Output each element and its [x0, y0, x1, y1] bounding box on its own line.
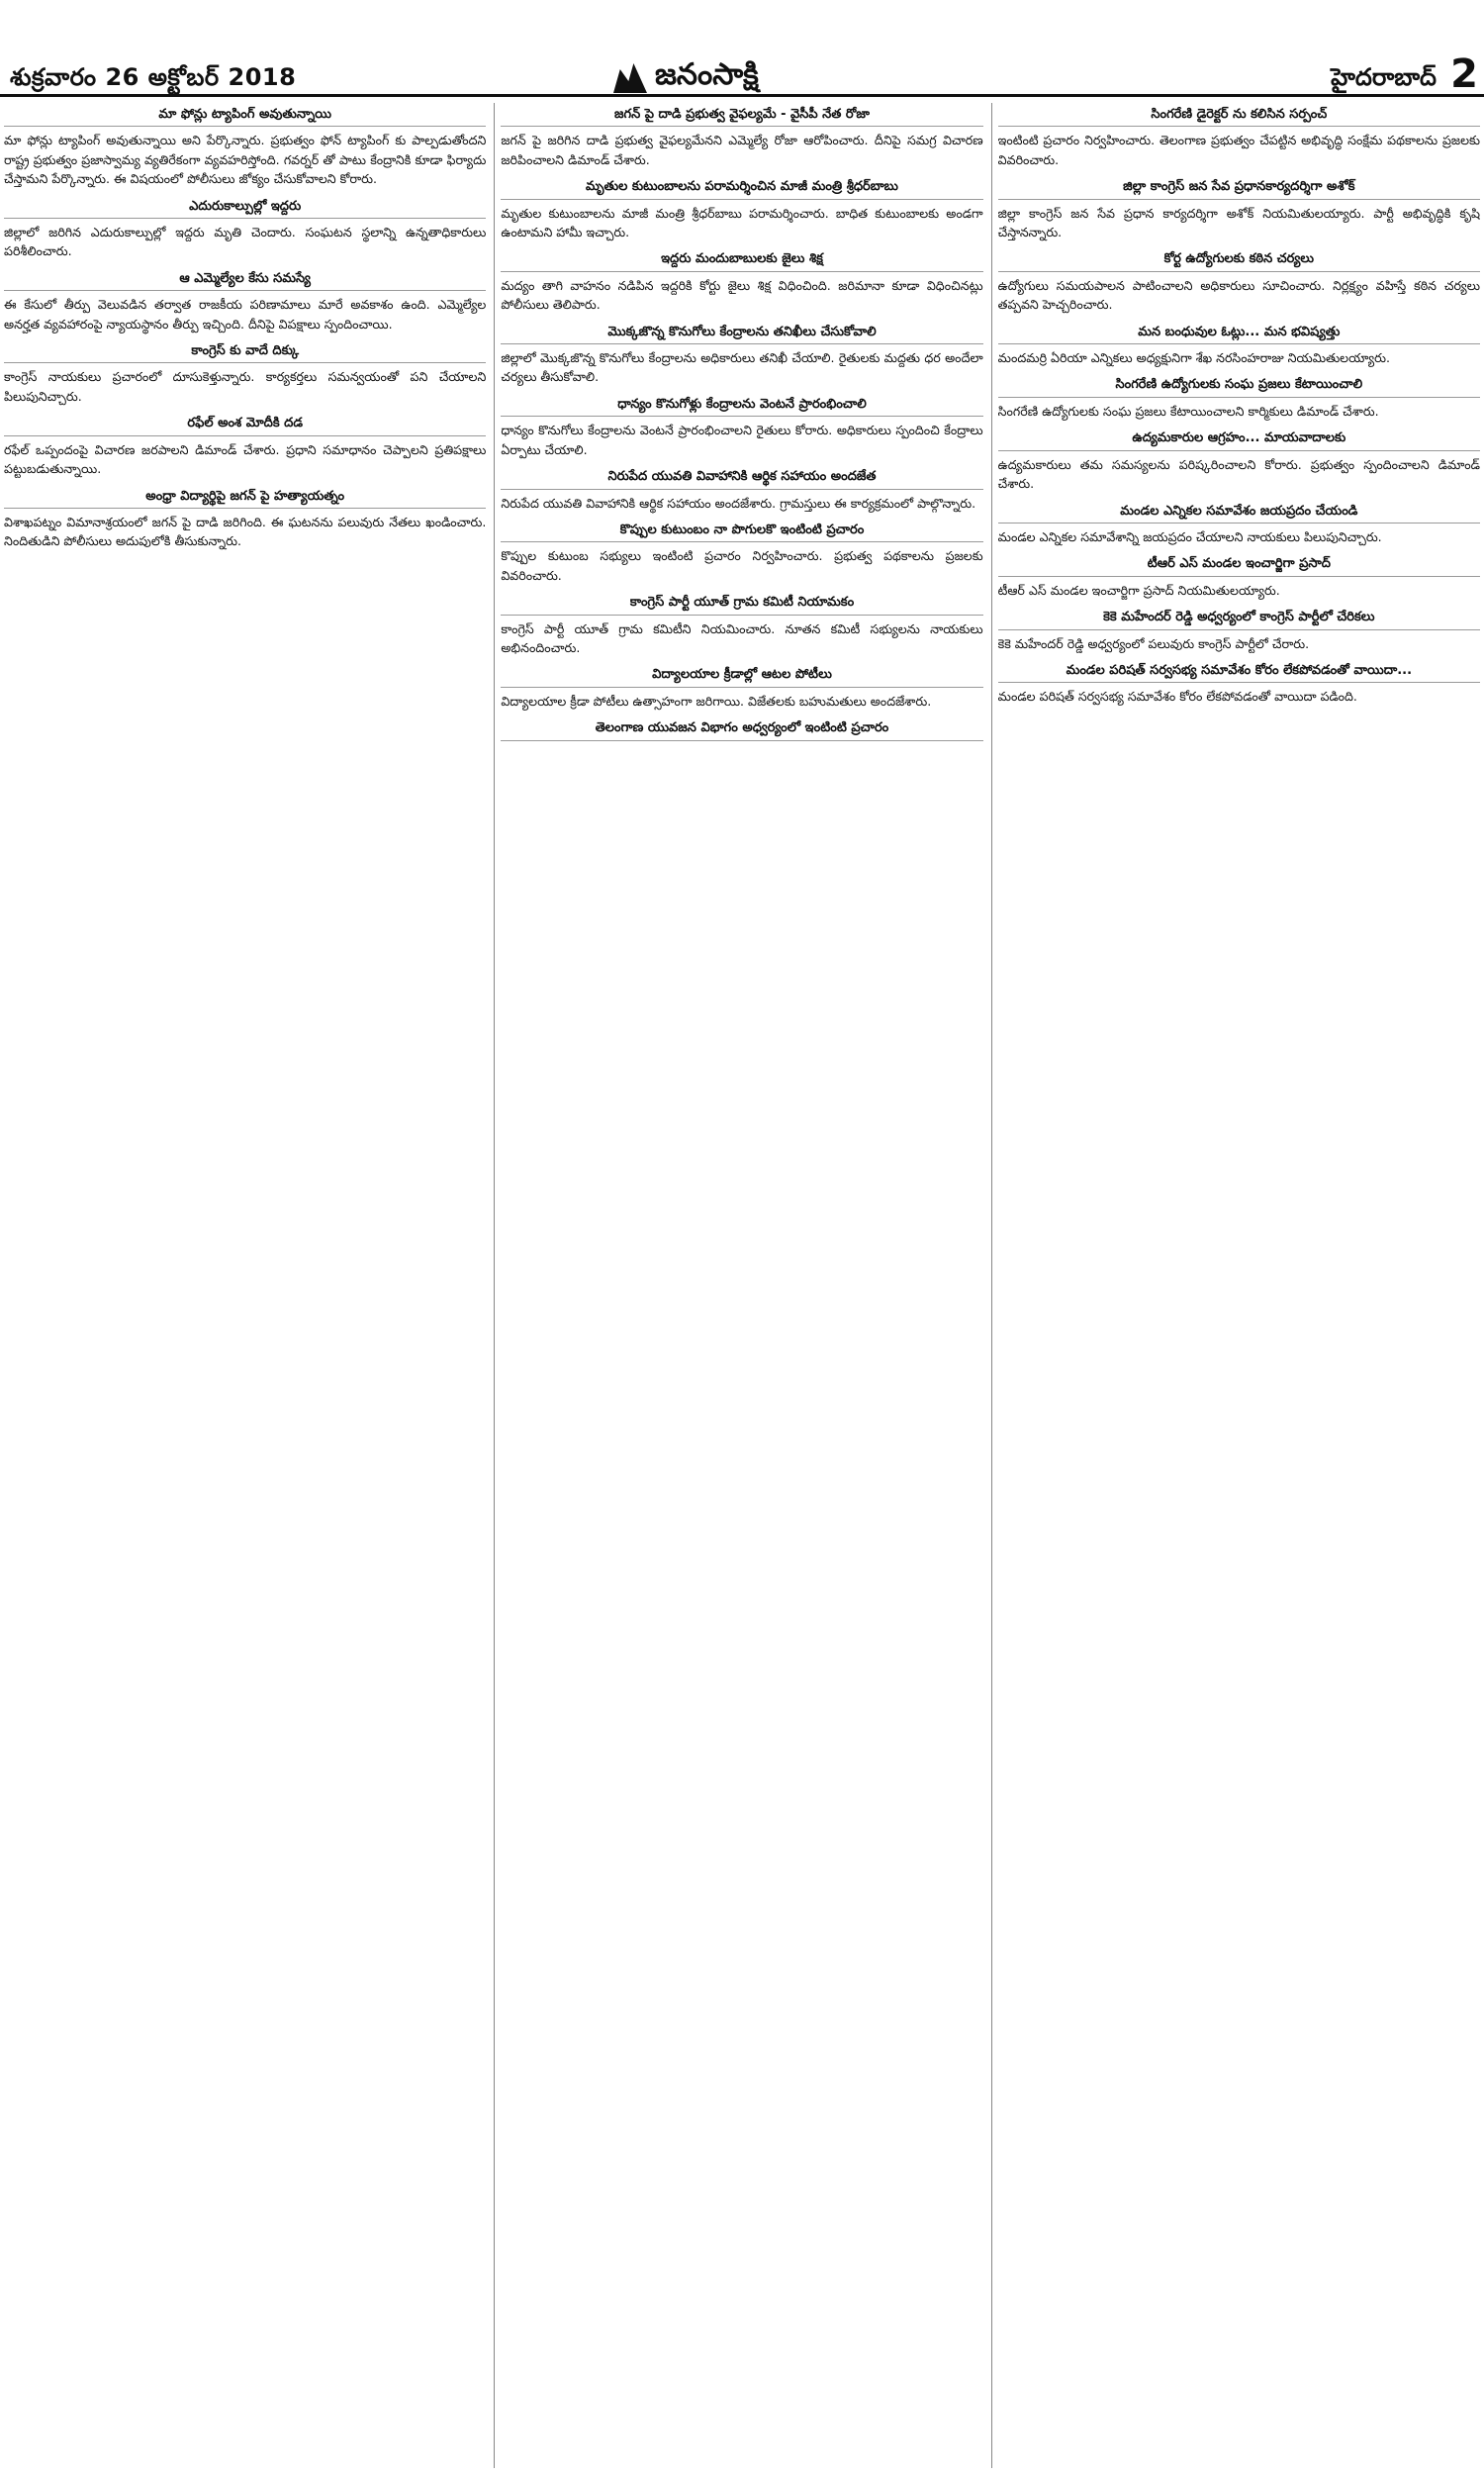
article: [998, 502, 1480, 547]
article-body: రఫేల్ ఒప్పందంపై విచారణ జరపాలని డిమాండ్ చేశారు. ప్రధాని సమాధానం చెప్పాలని ప్రతిపక్షాలు పట్టుబడుతున్నాయి.: [4, 441, 487, 477]
article: [4, 105, 486, 189]
article-headline: కోర్ట ఉద్యోగులకు కఠిన చర్యలు: [998, 249, 1480, 271]
article-headline: సింగరేణి ఉద్యోగులకు సంఘ ప్రజలు కేటాయించాలి: [998, 375, 1480, 397]
article-headline: మండల పరిషత్ సర్వసభ్య సమావేశం కోరం లేకపోవడంతో వాయిదా...: [998, 661, 1480, 683]
article: [998, 661, 1480, 707]
article-body: జిల్లా కాంగ్రెస్ జన సేవ ప్రధాన కార్యదర్శిగా అశోక్ నియమితులయ్యారు. పార్టీ అభివృద్ధికి కృషి చేస్తానన్నారు.: [997, 205, 1480, 240]
article-headline: మా ఫోన్లు ట్యాపింగ్ అవుతున్నాయి: [4, 105, 486, 127]
article-body: జిల్లాలో జరిగిన ఎదురుకాల్పుల్లో ఇద్దరు మృతి చెందారు. సంఘటన స్థలాన్ని ఉన్నతాధికారులు పరిశీలించారు.: [4, 225, 487, 259]
article-body: మండల పరిషత్ సర్వసభ్య సమావేశం కోరం లేకపోవడంతో వాయిదా పడింది.: [997, 689, 1357, 705]
article: [501, 249, 982, 314]
article-headline: జగన్ పై దాడి ప్రభుత్వ వైఫల్యమే - వైసీపీ నేత రోజా: [501, 105, 982, 127]
column-2: [494, 103, 982, 2468]
article-body: టీఆర్ ఎస్ మండల ఇంచార్జిగా ప్రసాద్ నియమితులయ్యారు.: [997, 582, 1280, 598]
article-body: మా ఫోన్లు ట్యాపింగ్ అవుతున్నాయి అని పేర్కొన్నారు. ప్రభుత్వం ఫోన్ ట్యాపింగ్ కు పాల్పడుతోందని రాష్ట్ర ప్రభుత్వం ప్రజాస్వామ్య వ్యతిరేకంగా వ్యవహరిస్తోంది. గవర్నర్ తో పాటు కేంద్రానికి కూడా ఫిర్యాదు చేస్తామని పేర్కొన్నారు. ఈ విషయంలో పోలీసులు జోక్యం చేసుకోవాలని కోరారు.: [4, 133, 487, 187]
article-headline: టీఆర్ ఎస్ మండల ఇంచార్జిగా ప్రసాద్: [998, 554, 1480, 576]
article-headline: తెలంగాణ యువజన విభాగం అధ్వర్యంలో ఇంటింటి ప్రచారం: [501, 718, 982, 740]
article: [4, 487, 486, 551]
article-body: విశాఖపట్నం విమానాశ్రయంలో జగన్ పై దాడి జరిగింది. ఈ ఘటనను పలువురు నేతలు ఖండించారు. నిందితుడిని పోలీసులు అదుపులోకి తీసుకున్నారు.: [4, 514, 487, 549]
article-headline: మన బంధువుల ఓట్లు... మన భవిష్యత్తు: [998, 323, 1480, 344]
article-headline: మొక్కజొన్న కొనుగోలు కేంద్రాలను తనిఖీలు చేసుకోవాలి: [501, 323, 982, 344]
article-headline: సింగరేణి డైరెక్టర్ ను కలిసిన సర్పంచ్: [998, 105, 1480, 127]
article-columns: [4, 103, 1480, 2468]
article-body: మద్యం తాగి వాహనం నడిపిన ఇద్దరికి కోర్టు జైలు శిక్ష విధించింది. జరిమానా కూడా విధించినట్లు పోలీసులు తెలిపారు.: [501, 277, 983, 313]
article-headline: ఇద్దరు మందుబాబులకు జైలు శిక్ష: [501, 249, 982, 271]
article: [501, 718, 982, 740]
article-body: ఉద్యోగులు సమయపాలన పాటించాలని అధికారులు సూచించారు. నిర్లక్ష్యం వహిస్తే కఠిన చర్యలు తప్పవని హెచ్చరించారు.: [997, 277, 1480, 313]
issue-date: శుక్రవారం 26 అక్టోబర్ 2018: [10, 63, 297, 91]
article-headline: ఆ ఎమ్మెల్యేల కేసు సమస్యే: [4, 269, 486, 291]
article-headline: కొప్పుల కుటుంబం నా పొగులకొ ఇంటింటి ప్రచారం: [501, 521, 982, 542]
newspaper-name: జనంసాక్షి: [655, 57, 759, 92]
article: [501, 177, 982, 241]
article-body: మందమర్రి ఏరియా ఎన్నికలు అధ్యక్షునిగా శేఖ నరసింహరాజు నియమితులయ్యారు.: [997, 350, 1390, 366]
article: [998, 177, 1480, 241]
article-body: ఈ కేసులో తీర్పు వెలువడిన తర్వాత రాజకీయ పరిణామాలు మారే అవకాశం ఉంది. ఎమ్మెల్యేల అనర్హత వ్యవహారంపై న్యాయస్థానం తీర్పు ఇచ్చింది. దీనిపై విపక్షాలు స్పందించాయి.: [4, 297, 487, 332]
column-1: [4, 103, 486, 2468]
article-headline: ధాన్యం కొనుగోళ్లు కేంద్రాలను వెంటనే ప్రారంభించాలి: [501, 395, 982, 417]
article-body: నిరుపేద యువతి వివాహానికి ఆర్థిక సహాయం అందజేశారు. గ్రామస్తులు ఈ కార్యక్రమంలో పాల్గొన్నారు.: [501, 495, 976, 511]
article: [501, 521, 982, 585]
article-headline: కాంగ్రెస్ పార్టీ యూత్ గ్రామ కమిటీ నియామకం: [501, 593, 982, 615]
article: [4, 197, 486, 261]
article-headline: ఉద్యమకారుల ఆగ్రహం... మాయవాదాలకు: [998, 428, 1480, 450]
article-body: ఉద్యమకారులు తమ సమస్యలను పరిష్కరించాలని కోరారు. ప్రభుత్వం స్పందించాలని డిమాండ్ చేశారు.: [997, 456, 1480, 492]
article-body: ధాన్యం కొనుగోలు కేంద్రాలను వెంటనే ప్రారంభించాలని రైతులు కోరారు. అధికారులు స్పందించి కేంద్రాలు ఏర్పాటు చేయాలి.: [501, 423, 983, 457]
masthead: [0, 0, 1484, 97]
article-headline: విద్యాలయాల క్రీడాల్లో ఆటల పోటీలు: [501, 665, 982, 687]
article: [998, 375, 1480, 421]
column-3: [991, 103, 1480, 2468]
article: [4, 414, 486, 478]
article: [4, 341, 486, 406]
masthead-rule: [0, 94, 1484, 97]
article-body: మండల ఎన్నికల సమావేశాన్ని జయప్రదం చేయాలని నాయకులు పిలుపునిచ్చారు.: [997, 528, 1382, 544]
article: [501, 395, 982, 459]
article-body: కొప్పుల కుటుంబ సభ్యులు ఇంటింటి ప్రచారం నిర్వహించారు. ప్రభుత్వ పథకాలను ప్రజలకు వివరించారు.: [501, 548, 983, 583]
article-body: జిల్లాలో మొక్కజొన్న కొనుగోలు కేంద్రాలను అధికారులు తనిఖీ చేయాలి. రైతులకు మద్దతు ధర అందేలా చర్యలు తీసుకోవాలి.: [501, 350, 983, 385]
article: [501, 323, 982, 387]
article-headline: జిల్లా కాంగ్రెస్ జన సేవ ప్రధానకార్యదర్శిగా అశోక్: [998, 177, 1480, 199]
article: [998, 554, 1480, 600]
article-body: మృతుల కుటుంబాలను మాజీ మంత్రి శ్రీధర్‌బాబు పరామర్శించారు. బాధిత కుటుంబాలకు అండగా ఉంటామని హామీ ఇచ్చారు.: [501, 205, 983, 240]
article: [501, 665, 982, 711]
article-headline: ఎదురుకాల్పుల్లో ఇద్దరు: [4, 197, 486, 219]
article-headline: అంధ్రా విద్యార్థిపై జగన్ పై హత్యాయత్నం: [4, 487, 486, 509]
article-headline: కెకె మహేందర్ రెడ్డి అధ్వర్యంలో కాంగ్రెస్ పార్టీలో చేరికలు: [998, 608, 1480, 629]
article-headline: కాంగ్రెస్ కు వాదే దిక్కు: [4, 341, 486, 363]
article: [998, 249, 1480, 314]
article: [998, 105, 1480, 169]
article-body: సింగరేణి ఉద్యోగులకు సంఘ ప్రజలు కేటాయించాలని కార్మికులు డిమాండ్ చేశారు.: [997, 403, 1379, 419]
article-body: ఇంటింటి ప్రచారం నిర్వహించారు. తెలంగాణ ప్రభుత్వం చేపట్టిన అభివృద్ధి సంక్షేమ పథకాలను ప్రజలకు వివరించారు.: [997, 133, 1480, 167]
article-headline: మృతుల కుటుంబాలను పరామర్శించిన మాజీ మంత్రి శ్రీధర్‌బాబు: [501, 177, 982, 199]
logo-mark-icon: [613, 63, 647, 93]
edition-city: హైదరాబాద్: [1331, 63, 1437, 91]
article-body: విద్యాలయాల క్రీడా పోటీలు ఉత్సాహంగా జరిగాయి. విజేతలకు బహుమతులు అందజేశారు.: [501, 693, 932, 709]
article: [501, 105, 982, 169]
newspaper-logo: [613, 57, 759, 99]
article: [998, 323, 1480, 368]
page-number: 2: [1450, 51, 1478, 97]
article: [998, 608, 1480, 653]
article: [4, 269, 486, 333]
article-body: కెకె మహేందర్ రెడ్డి అధ్వర్యంలో పలువురు కాంగ్రెస్ పార్టీలో చేరారు.: [997, 635, 1310, 651]
article-headline: మండల ఎన్నికల సమావేశం జయప్రదం చేయండి: [998, 502, 1480, 524]
article-headline: రఫేల్ అంశ మోదీకి దడ: [4, 414, 486, 435]
article-body: జగన్ పై జరిగిన దాడి ప్రభుత్వ వైఫల్యమేనని ఎమ్మెల్యే రోజా ఆరోపించారు. దీనిపై సమగ్ర విచారణ జరిపించాలని డిమాండ్ చేశారు.: [501, 133, 983, 167]
article: [501, 593, 982, 657]
article: [998, 428, 1480, 493]
article-body: కాంగ్రెస్ పార్టీ యూత్ గ్రామ కమిటీని నియమించారు. నూతన కమిటీ సభ్యులను నాయకులు అభినందించారు.: [501, 620, 983, 655]
article-headline: నిరుపేద యువతి వివాహానికి ఆర్థిక సహాయం అందజేత: [501, 467, 982, 489]
article: [501, 467, 982, 513]
article-body: కాంగ్రెస్ నాయకులు ప్రచారంలో దూసుకెళ్తున్నారు. కార్యకర్తలు సమన్వయంతో పని చేయాలని పిలుపునిచ్చారు.: [4, 369, 487, 404]
